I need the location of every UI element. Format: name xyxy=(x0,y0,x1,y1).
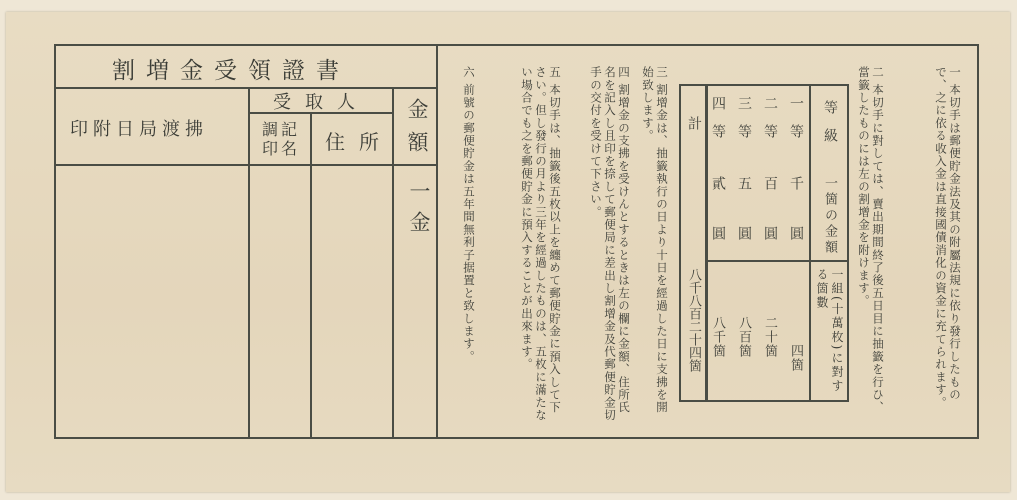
note-3: 三 割增金は、抽籤執行の日より十日を經過した日に支拂を開始致します。 xyxy=(641,66,669,414)
stamp-column-header: 印附日局渡拂 xyxy=(70,119,208,140)
col-sep-2 xyxy=(310,112,312,439)
prize-count-header: 一組(十萬枚)に對する箇數 xyxy=(815,268,844,394)
grade-1: 一等 xyxy=(788,96,804,152)
prize-col-sep-1 xyxy=(809,84,811,402)
note-4: 四 割增金の支拂を受けんとするときは左の欄に金額、住所氏名を記入し且印を捺して郵便局に差出し割增金及代郵便貯金切手の交付を受けて下さい。 xyxy=(589,66,631,422)
seal-label: 調記印名 xyxy=(261,120,300,158)
note-2: 二 本切手に對しては、賣出期間終了後五日目に抽籤を行ひ、當籤したものには左の割增金を附けます。 xyxy=(857,66,885,414)
amount-4: 貳圓 xyxy=(710,176,726,276)
amount-value: 一金 xyxy=(407,180,431,242)
grade-2: 二等 xyxy=(762,96,778,152)
address-label: 住所 xyxy=(325,130,393,154)
note-5: 五 本切手は、抽籤後五枚以上を纏めて郵便貯金に預入して下さい。但し發行の月より三年を經過したものは、五枚に滿たない場合でも之を郵便貯金に預入することが出來ます。 xyxy=(520,66,562,422)
grade-3: 三等 xyxy=(736,96,752,152)
total-label: 計 xyxy=(686,116,702,130)
col-sep-1 xyxy=(248,88,250,439)
prize-amount-header: 一箇の金額 xyxy=(822,176,837,256)
amount-1: 千圓 xyxy=(788,176,804,276)
amount-2: 百圓 xyxy=(762,176,778,276)
count-4: 八千箇 xyxy=(710,316,725,358)
amount-3: 五圓 xyxy=(736,176,752,276)
receipt-title: 割増金受領證書 xyxy=(112,58,350,84)
grade-header: 等級 xyxy=(822,100,838,156)
header-rule xyxy=(54,164,436,166)
note-6: 六 前號の郵便貯金は五年間無利子据置と致します。 xyxy=(462,66,476,363)
note-1: 一 本切手は郵便貯金法及其の附屬法規に依り發行したもので、之に依る收入金は直接國債消化の資金に充てられます。 xyxy=(934,66,962,409)
recipient-header: 受取人 xyxy=(273,92,369,113)
title-rule xyxy=(54,87,436,89)
grade-4: 四等 xyxy=(710,96,726,152)
count-2: 二十箇 xyxy=(762,316,777,358)
amount-header: 金額 xyxy=(405,98,429,164)
total-count: 八千八百二十四箇 xyxy=(686,268,701,372)
center-divider xyxy=(436,44,438,439)
count-3: 八百箇 xyxy=(736,316,751,358)
count-1: 四箇 xyxy=(788,344,803,372)
